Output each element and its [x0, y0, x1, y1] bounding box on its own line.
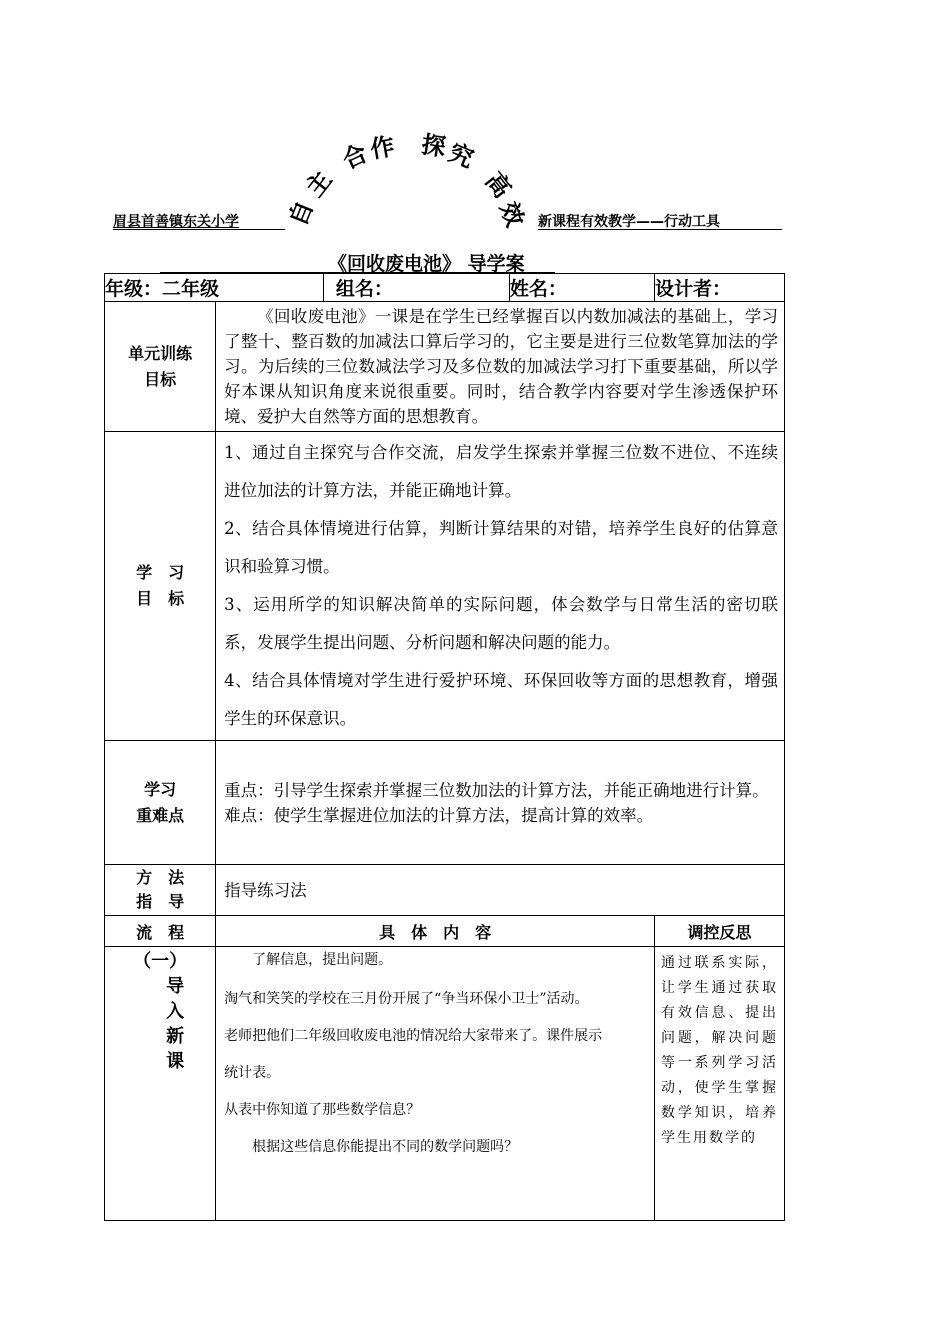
- arc-char-8: 效: [494, 198, 530, 231]
- school-name: 眉县首善镇东关小学: [113, 214, 239, 230]
- method-text: 指导练习法: [216, 865, 785, 916]
- learning-goals-row: [105, 432, 785, 741]
- page-title: 《回收废电池》 导学案: [328, 253, 525, 275]
- key-points-label: 学习 重难点: [105, 741, 216, 865]
- name-cell: 姓名：: [509, 274, 654, 302]
- arc-char-7: 高: [479, 166, 517, 204]
- focus-text: 重点：引导学生探索并掌握三位数加法的计算方法，并能正确地进行计算。: [224, 780, 769, 800]
- flow-header-content: 具 体 内 容: [216, 916, 655, 947]
- goal-item: 3、运用所学的知识解决简单的实际问题，体会数学与日常生活的密切联系，发展学生提出问题、分析问题和解决问题的能力。: [224, 595, 778, 652]
- step1-line: 老师把他们二年级回收废电池的情况给大家带来了。课件展示: [224, 1028, 603, 1044]
- flow-header-reflection: 调控反思: [655, 916, 785, 947]
- arc-char-6: 究: [444, 138, 478, 174]
- learning-goals-label: 学 习 目 标: [105, 432, 216, 741]
- arc-char-2: 主: [300, 165, 338, 203]
- learning-goals-list: [216, 432, 785, 741]
- key-points-row: [105, 741, 785, 865]
- designer-cell: 设计者：: [655, 274, 785, 302]
- step1-content: [216, 947, 655, 1221]
- step1-line: 从表中你知道了那些数学信息？: [224, 1102, 421, 1118]
- step1-row: [105, 947, 785, 1221]
- tagline: 新课程有效教学——行动工具: [538, 214, 720, 230]
- unit-goal-label: 单元训练 目标: [105, 302, 216, 432]
- school-underline: [113, 229, 285, 230]
- arc-char-3: 合: [338, 139, 372, 175]
- goal-item: 1、通过自主探究与合作交流，启发学生探索并掌握三位数不进位、不连续进位加法的计算方法，并能正确地计算。: [224, 443, 778, 500]
- info-row: [105, 274, 785, 302]
- arc-char-4: 作: [368, 132, 397, 164]
- goal-item: 2、结合具体情境进行估算，判断计算结果的对错，培养学生良好的估算意识和验算习惯。: [224, 519, 778, 576]
- flow-header-process: 流 程: [105, 916, 216, 947]
- method-row: [105, 865, 785, 916]
- goal-item: 4、结合具体情境对学生进行爱护环境、环保回收等方面的思想教育，增强学生的环保意识。: [224, 671, 778, 728]
- step1-label: （一） 导 入 新 课: [105, 947, 216, 1221]
- key-points-text: [216, 741, 785, 865]
- flow-header-row: [105, 916, 785, 947]
- step1-line: 淘气和笑笑的学校在三月份开展了“争当环保小卫士”活动。: [224, 991, 589, 1007]
- lesson-table: [104, 273, 785, 1221]
- tagline-underline: [538, 229, 782, 230]
- step1-line: 统计表。: [224, 1065, 281, 1081]
- step1-line: 根据这些信息你能提出不同的数学问题吗？: [252, 1139, 519, 1155]
- grade-cell: 年级：二年级: [105, 274, 324, 302]
- difficulty-text: 难点：使学生掌握进位加法的计算方法，提高计算的效率。: [224, 805, 654, 825]
- unit-goal-row: [105, 302, 785, 432]
- step1-line: 了解信息，提出问题。: [252, 952, 393, 968]
- step1-reflection: 通过联系实际，让学生通过获取有效信息、提出问题，解决问题等一系列学习活动，使学生掌握数学知识，培养学生用数学的: [655, 947, 785, 1221]
- arc-char-5: 探: [419, 130, 448, 162]
- arc-char-1: 自: [283, 197, 319, 230]
- method-label: 方 法 指 导: [105, 865, 216, 916]
- unit-goal-text: 《回收废电池》一课是在学生已经掌握百以内数加减法的基础上，学习了整十、整百数的加减法口算后学习的，它主要是进行三位数笔算加法的学习。为后续的三位数减法学习及多位数的加减法学习打下重要基础，所以学好本课从知识角度来说很重要。同时，结合教学内容要对学生渗透保护环境、爱护大自然等方面的思想教育。: [216, 302, 785, 432]
- group-cell: 组名：: [323, 274, 509, 302]
